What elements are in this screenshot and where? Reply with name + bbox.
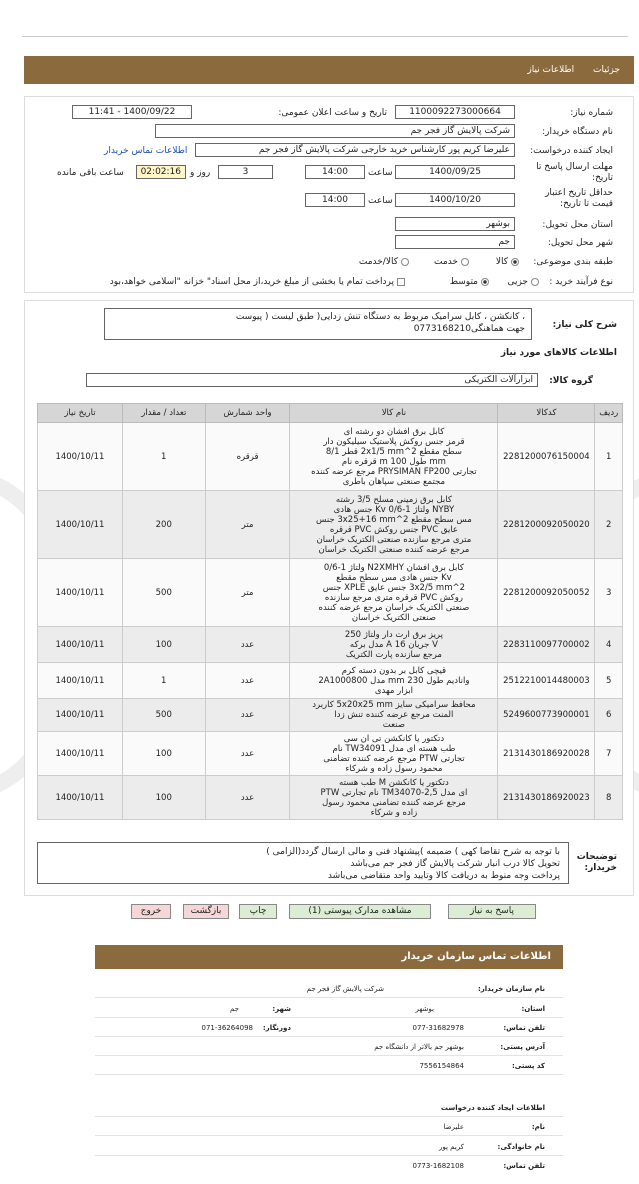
contact-fax-label: دورنگار: — [262, 1024, 291, 1032]
print-button[interactable]: چاپ — [239, 904, 277, 919]
creator-name-label: نام: — [531, 1123, 545, 1131]
cell-code: 2512210014480003 — [498, 663, 595, 699]
process-partial-option[interactable]: جزیی — [507, 277, 539, 287]
item-name-line: کابل برق افشان N2XMHY ولتاژ 1-0/6 — [323, 562, 464, 573]
process-label: نوع فرآیند خرید : — [549, 277, 613, 287]
need-number-label: شماره نیاز: — [570, 108, 613, 118]
remaining-time-field: 02:02:16 — [136, 165, 186, 179]
item-name-line: کابل برق زمینی مسلح 3/5 رشته — [335, 494, 452, 505]
checkbox-icon — [397, 278, 405, 286]
cell-qty: 500 — [122, 699, 205, 732]
days-field: 3 — [218, 165, 273, 179]
top-divider — [22, 36, 628, 37]
province-field: بوشهر — [395, 217, 515, 231]
deadline-time-label: ساعت — [368, 168, 393, 178]
exit-button[interactable]: خروج — [131, 904, 171, 919]
contact-phone-label: تلفن تماس: — [503, 1024, 545, 1032]
radio-icon — [531, 278, 539, 286]
validity-date-field: 1400/10/20 — [395, 193, 515, 207]
item-name-line: مرجع عرضه کننده تضامنی محمود رسول — [322, 797, 466, 808]
goods-group-label: گروه کالا: — [549, 376, 593, 386]
cell-unit: عدد — [205, 732, 290, 776]
page-header — [24, 56, 634, 84]
creator-name-value: علیرضا — [443, 1123, 464, 1131]
contact-divider — [95, 1074, 563, 1075]
item-name-line: ابزار مهدی — [374, 685, 413, 696]
buyer-notes-line-2: تحویل کالا درب انبار شرکت پالایش گاز فجر جم می‌باشد — [350, 859, 560, 869]
radio-icon — [401, 258, 409, 266]
contact-divider — [95, 1135, 563, 1136]
item-name-line: عایق PVC جنس روکش PVC قرقره — [329, 524, 458, 535]
creator-family-label: نام خانوادگی: — [497, 1143, 545, 1151]
item-name-line: قیچی کابل بر بدون دسته کرم — [341, 665, 447, 676]
contact-phone-value: 077-31682978 — [412, 1024, 464, 1032]
cell-date: 1400/10/11 — [38, 699, 123, 732]
summary-line-1: ، کانکشن ، کابل سرامیک مربوط به دستگاه تنش زدایی( طبق لیست ( پیوست — [235, 312, 525, 322]
city-label: شهر محل تحویل: — [547, 238, 613, 248]
cell-unit: عدد — [205, 663, 290, 699]
contact-divider — [95, 1017, 563, 1018]
cell-name — [290, 663, 498, 699]
contact-divider — [95, 997, 563, 998]
cell-name — [290, 732, 498, 776]
deadline-label: مهلت ارسال پاسخ تا تاریخ: — [536, 162, 613, 183]
cell-unit: قرقره — [205, 423, 290, 491]
contact-city-value: جم — [230, 1005, 239, 1013]
creator-field: علیرضا کریم پور کارشناس خرید خارجی شرکت پالایش گاز فجر جم — [195, 143, 515, 157]
summary-field — [104, 308, 532, 340]
item-name-line: وانادیم طول 230 mm مدل 2A1000800 — [318, 675, 470, 686]
col-header-name: نام کالا — [290, 404, 498, 423]
contact-postal-label: کد پستی: — [511, 1062, 545, 1070]
contact-address-value: بوشهر جم بالاتر از دانشگاه جم — [374, 1043, 464, 1051]
buyer-contact-link[interactable]: اطلاعات تماس خریدار — [104, 146, 188, 156]
contact-org-label: نام سازمان خریدار: — [477, 985, 545, 993]
cell-name — [290, 559, 498, 627]
item-name-line: مجتمع صنعتی سپاهان باطری — [342, 476, 446, 487]
cell-unit: عدد — [205, 627, 290, 663]
category-goods-service-option[interactable]: کالا/خدمت — [359, 257, 409, 267]
cell-name — [290, 491, 498, 559]
item-name-line: المنت مرجع عرضه کننده تنش زدا — [334, 710, 454, 720]
table-row — [38, 732, 623, 776]
cell-code: 2281200092050020 — [498, 491, 595, 559]
cell-unit: متر — [205, 491, 290, 559]
item-name-line: mm طول 100 m قرقره نام — [341, 456, 446, 467]
buyer-notes-line-3: پرداخت وجه منوط به دریافت کالا وتایید واحد متقاضی می‌باشد — [327, 871, 560, 881]
cell-qty: 100 — [122, 627, 205, 663]
buyer-notes-line-1: با توجه به شرح تقاضا کهی ) ضمیمه )پیشنهاد فنی و مالی ارسال گردد(الزامی ) — [266, 847, 560, 857]
buyer-field: شرکت پالایش گاز فجر جم — [155, 124, 515, 138]
cell-qty: 1 — [122, 663, 205, 699]
contact-province-value: بوشهر — [415, 1005, 434, 1013]
cell-row: 8 — [595, 776, 623, 820]
cell-code: 2131430186920028 — [498, 732, 595, 776]
item-name-line: محمود رسول زاده و شرکاء — [345, 763, 443, 774]
creator-phone-value: 0773-1682108 — [412, 1162, 464, 1170]
radio-icon — [461, 258, 469, 266]
cell-date: 1400/10/11 — [38, 776, 123, 820]
cell-date: 1400/10/11 — [38, 732, 123, 776]
tab-details[interactable]: جزئیات — [593, 65, 620, 75]
contact-divider — [95, 1116, 563, 1117]
cell-qty: 500 — [122, 559, 205, 627]
cell-qty: 1 — [122, 423, 205, 491]
province-label: استان محل تحویل: — [542, 220, 613, 230]
col-header-date: تاریخ نیاز — [38, 404, 123, 423]
cell-code: 5249600773900001 — [498, 699, 595, 732]
creator-family-value: کریم پور — [439, 1143, 464, 1151]
creator-info-title: اطلاعات ایجاد کننده درخواست — [440, 1104, 545, 1112]
contact-province-label: استان: — [521, 1005, 545, 1013]
process-medium-option[interactable]: متوسط — [450, 277, 489, 287]
remaining-label: ساعت باقی مانده — [57, 168, 124, 178]
item-name-line: سطح مقطع 2^2x1/5 mm قطر 8/1 — [325, 446, 462, 457]
cell-name — [290, 627, 498, 663]
cell-date: 1400/10/11 — [38, 663, 123, 699]
cell-row: 7 — [595, 732, 623, 776]
summary-line-2: جهت هماهنگی0773168210 — [413, 324, 525, 334]
item-name-line: متری مرجع سازنده صنعتی الکتریک خراسان — [316, 534, 472, 545]
col-header-row: ردیف — [595, 404, 623, 423]
table-row — [38, 423, 623, 491]
table-row — [38, 559, 623, 627]
cell-row: 5 — [595, 663, 623, 699]
cell-row: 1 — [595, 423, 623, 491]
cell-row: 3 — [595, 559, 623, 627]
cell-name — [290, 423, 498, 491]
category-service-option[interactable]: خدمت — [434, 257, 469, 267]
cell-code: 2283110097700002 — [498, 627, 595, 663]
payment-treasury-option[interactable]: پرداخت تمام یا بخشی از مبلغ خرید،از محل اسناد" خزانه "اسلامی خواهد،بود — [110, 277, 405, 287]
attachments-button[interactable]: مشاهده مدارک پیوستی (1) — [289, 904, 431, 919]
contact-org-value: شرکت پالایش گاز فجر جم — [306, 985, 384, 993]
reply-button[interactable]: پاسخ به نیاز — [448, 904, 536, 919]
creator-label: ایجاد کننده درخواست: — [530, 146, 613, 156]
contact-city-label: شهر: — [272, 1005, 291, 1013]
item-name-line: مرجع عرضه کننده صنعتی الکتریک خراسان — [318, 544, 470, 555]
item-name-line: ای مدل TM34070-2,5 نام تجارتی PTW — [320, 787, 468, 798]
table-row — [38, 663, 623, 699]
creator-phone-label: تلفن تماس: — [503, 1162, 545, 1170]
buyer-label: نام دستگاه خریدار: — [542, 127, 613, 137]
contact-fax-value: 071-36264098 — [201, 1024, 253, 1032]
cell-row: 2 — [595, 491, 623, 559]
item-name-line: طب هسته ای مدل TW34091 نام — [332, 743, 456, 754]
item-name-line: 2^3x2/5 mm جنس عایق XPLE جنس — [322, 582, 466, 593]
category-label: طبقه بندی موضوعی: — [533, 257, 613, 267]
cell-date: 1400/10/11 — [38, 423, 123, 491]
cell-name — [290, 776, 498, 820]
buyer-notes-label: توضیحات خریدار: — [576, 852, 617, 873]
item-name-line: محافظ سرامیکی سایز 5x20x25 mm کاربرد — [312, 700, 476, 710]
item-name-line: روکش PVC قرقره متری مرجع سازنده — [324, 592, 463, 603]
radio-checked-icon — [481, 278, 489, 286]
validity-label: حداقل تاریخ اعتبار قیمت تا تاریخ: — [545, 188, 613, 209]
contact-divider — [95, 1055, 563, 1056]
item-name-line: کابل برق افشان دو رشته ای — [343, 426, 445, 437]
deadline-time-field: 14:00 — [305, 165, 365, 179]
goods-section-title: اطلاعات کالاهای مورد نیاز — [500, 348, 617, 358]
cell-qty: 100 — [122, 732, 205, 776]
back-button[interactable]: بازگشت — [183, 904, 229, 919]
cell-row: 4 — [595, 627, 623, 663]
col-header-code: کدکالا — [498, 404, 595, 423]
cell-qty: 100 — [122, 776, 205, 820]
goods-group-field: ابزارآلات الکتریکی — [86, 373, 538, 387]
table-row — [38, 776, 623, 820]
cell-code: 2281200076150004 — [498, 423, 595, 491]
table-header-row — [38, 404, 623, 423]
cell-unit: عدد — [205, 776, 290, 820]
item-name-line: زاده و شرکاء — [370, 807, 418, 818]
category-goods-option[interactable]: کالا — [496, 257, 519, 267]
cell-qty: 200 — [122, 491, 205, 559]
item-name-line: Kv جنس هادی مس سطح مقطع — [336, 572, 452, 583]
item-name-line: دتکتور یا کانکشن تی ان سی — [343, 733, 445, 744]
table-row — [38, 627, 623, 663]
item-name-line: صنعتی الکتریک خراسان مرجع عرضه کننده — [318, 602, 470, 613]
cell-unit: متر — [205, 559, 290, 627]
goods-table — [37, 403, 623, 820]
item-name-line: تجارتی PTW مرجع عرضه کننده تضامنی — [323, 753, 465, 764]
cell-date: 1400/10/11 — [38, 559, 123, 627]
buyer-notes-field — [37, 842, 569, 884]
contact-postal-value: 7556154864 — [419, 1062, 464, 1070]
validity-time-label: ساعت — [368, 196, 393, 206]
contact-divider — [95, 1036, 563, 1037]
need-number-field: 1100092273000664 — [395, 105, 515, 119]
radio-checked-icon — [511, 258, 519, 266]
item-name-line: دتکتور یا کانکشن M طب هسته — [339, 777, 449, 788]
summary-label: شرح کلی نیاز: — [552, 320, 617, 330]
item-name-line: قرمز جنس روکش پلاستیک سیلیکون دار — [323, 436, 465, 447]
cell-date: 1400/10/11 — [38, 491, 123, 559]
item-name-line: NYBY ولتاژ 1-0/6 Kv جنس هادی — [333, 504, 455, 515]
col-header-unit: واحد شمارش — [205, 404, 290, 423]
cell-row: 6 — [595, 699, 623, 732]
cell-date: 1400/10/11 — [38, 627, 123, 663]
deadline-date-field: 1400/09/25 — [395, 165, 515, 179]
item-name-line: صنعت — [382, 720, 406, 730]
days-label: روز و — [190, 168, 211, 178]
item-name-line: پریز برق ارت دار ولتاژ 250 — [344, 629, 443, 640]
contact-divider — [95, 1155, 563, 1156]
table-row — [38, 699, 623, 732]
table-row — [38, 491, 623, 559]
announce-label: تاریخ و ساعت اعلان عمومی: — [278, 108, 387, 118]
validity-time-field: 14:00 — [305, 193, 365, 207]
item-name-line: مس سطح مقطع 2^3x25+16 mm جنس — [316, 514, 472, 525]
announce-field: 1400/09/22 - 11:41 — [72, 105, 192, 119]
cell-unit: عدد — [205, 699, 290, 732]
item-name-line: V جریان 16 A مدل برکه — [349, 639, 438, 650]
contact-section-title: اطلاعات تماس سازمان خریدار — [95, 945, 563, 969]
item-name-line: مرجع سازنده پارت الکتریک — [345, 649, 442, 660]
tab-need-info[interactable]: اطلاعات نیاز — [527, 65, 575, 75]
item-name-line: صنعتی الکتریک خراسان — [351, 612, 436, 623]
cell-code: 2281200092050052 — [498, 559, 595, 627]
item-name-line: تجارتی PRYSIMAN FP200 مرجع عرضه کننده — [311, 466, 477, 477]
contact-address-label: آدرس پستی: — [500, 1043, 545, 1051]
col-header-qty: تعداد / مقدار — [122, 404, 205, 423]
city-field: جم — [395, 235, 515, 249]
cell-code: 2131430186920023 — [498, 776, 595, 820]
cell-name — [290, 699, 498, 732]
